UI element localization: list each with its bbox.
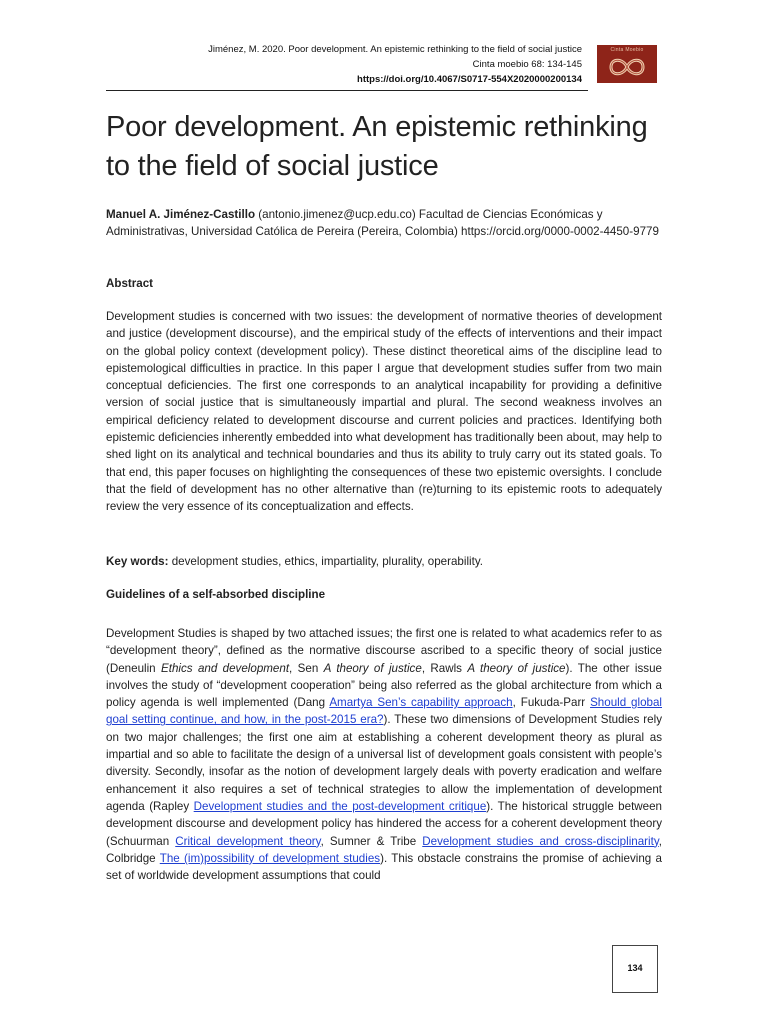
- doi-link[interactable]: https://doi.org/10.4067/S0717-554X2020000200134: [357, 74, 582, 85]
- section-heading: Guidelines of a self-absorbed discipline: [106, 588, 326, 601]
- body-text-run: ). This obstacle constrains the promise of achieving a set of worldwide development assumptions that could: [106, 851, 662, 883]
- keywords-text: development studies, ethics, impartiality, plurality, operability.: [171, 555, 483, 568]
- reference-link[interactable]: Critical development theory: [175, 834, 321, 848]
- body-text-run: ). The other issue involves the study of “development cooperation” being also referred as the global architecture from which a policy agenda is well implemented (Dang: [106, 661, 662, 710]
- moebio-strip-icon: [607, 54, 647, 80]
- page-number: 134: [627, 963, 643, 973]
- reference-link[interactable]: Development studies and the post-development critique: [193, 799, 487, 813]
- keywords-label: Key words:: [106, 555, 169, 568]
- body-text-run: , Colbridge: [106, 834, 662, 865]
- journal-cover-title: Cinta Moebio: [610, 47, 644, 53]
- journal-line: Cinta moebio 68: 134-145: [472, 59, 582, 70]
- body-text-run: , Sumner & Tribe: [320, 834, 423, 848]
- reference-link[interactable]: Development studies and cross-disciplinarity: [422, 834, 659, 848]
- citation-title: Ethics and development: [161, 661, 290, 675]
- author-affiliation: (antonio.jimenez@ucp.edu.co) Facultad de Ciencias Económicas y Administrativas, Universidad Católica de Pereira (Pereira, Colombia) https://orcid.org/0000-0002-4450-9779: [106, 208, 659, 238]
- body-text-run: ). These two dimensions of Development Studies rely on two major challenges; the first one aim at establishing a coherent development theory as plural as impartial and so able to facilitate the design of a universal list of development goals consistent with people’s diversity. Secondly, insofar as the notion of development largely deals with poverty eradication and welfare enhancement it also requires a set of technical strategies to allow the implementation of development agenda (Rapley: [106, 713, 662, 813]
- body-text-run: , Fukuda-Parr: [512, 696, 591, 710]
- citation-title: A theory of justice: [467, 661, 566, 675]
- keywords: [106, 553, 662, 570]
- reference-link[interactable]: The (im)possibility of development studies: [159, 851, 381, 865]
- abstract-heading: Abstract: [106, 277, 154, 290]
- paper-title: Poor development. An epistemic rethinking to the field of social justice: [106, 111, 648, 182]
- body-paragraph: [106, 625, 662, 884]
- body-text-run: , Rawls: [421, 661, 468, 675]
- abstract-text: Development studies is concerned with two issues: the development of normative theories of development and justice (development discourse), and the empirical study of the effects of interventions and their impact on the global policy context (development policy). These distinct theoretical aims of the discipline lead to epistemological difficulties in practice. In this paper I argue that development studies suffer from two main conceptual deficiencies. The first one corresponds to an analytical incapability for providing a definitive version of social justice that is simultaneously impartial and plural. The second weakness involves an empirical deficiency related to development discourse and current policies and practices. Identifying both epistemic deficiencies inherently embedded into what development has traditionally been about, may help to shed light on its analytical and technical boundaries and thus its ability to truly carry out its stated goals. To that end, this paper focuses on highlighting the consequences of these two epistemic oversights. I conclude that the field of development has no other alternative than (re)turning to its epistemic roots to adequately review the very essence of its conceptualization and effects.: [106, 310, 662, 514]
- author-block: [106, 206, 666, 240]
- citation-title: A theory of justice: [323, 661, 422, 675]
- running-header: [208, 42, 582, 87]
- body-text-run: ). The historical struggle between development discourse and development policy has hindered the access for a coherent development theory (Schuurman: [106, 799, 663, 848]
- header-divider: [106, 90, 588, 91]
- reference-link[interactable]: Amartya Sen’s capability approach: [329, 696, 513, 710]
- reference-link[interactable]: Should global goal setting continue, and how, in the post-2015 era?: [106, 696, 662, 727]
- citation-line: Jiménez, M. 2020. Poor development. An epistemic rethinking to the field of social justice: [208, 44, 582, 55]
- author-name: Manuel A. Jiménez-Castillo: [106, 208, 256, 221]
- page-number-box: [612, 945, 658, 993]
- body-text-run: , Sen: [289, 661, 324, 675]
- journal-cover-image: [597, 45, 657, 83]
- body-text-run: Development Studies is shaped by two attached issues; the first one is related to what academics refer to as “development theory”, defined as the normative discourse ascribed to a specific theory of social justice (Deneulin: [106, 627, 662, 675]
